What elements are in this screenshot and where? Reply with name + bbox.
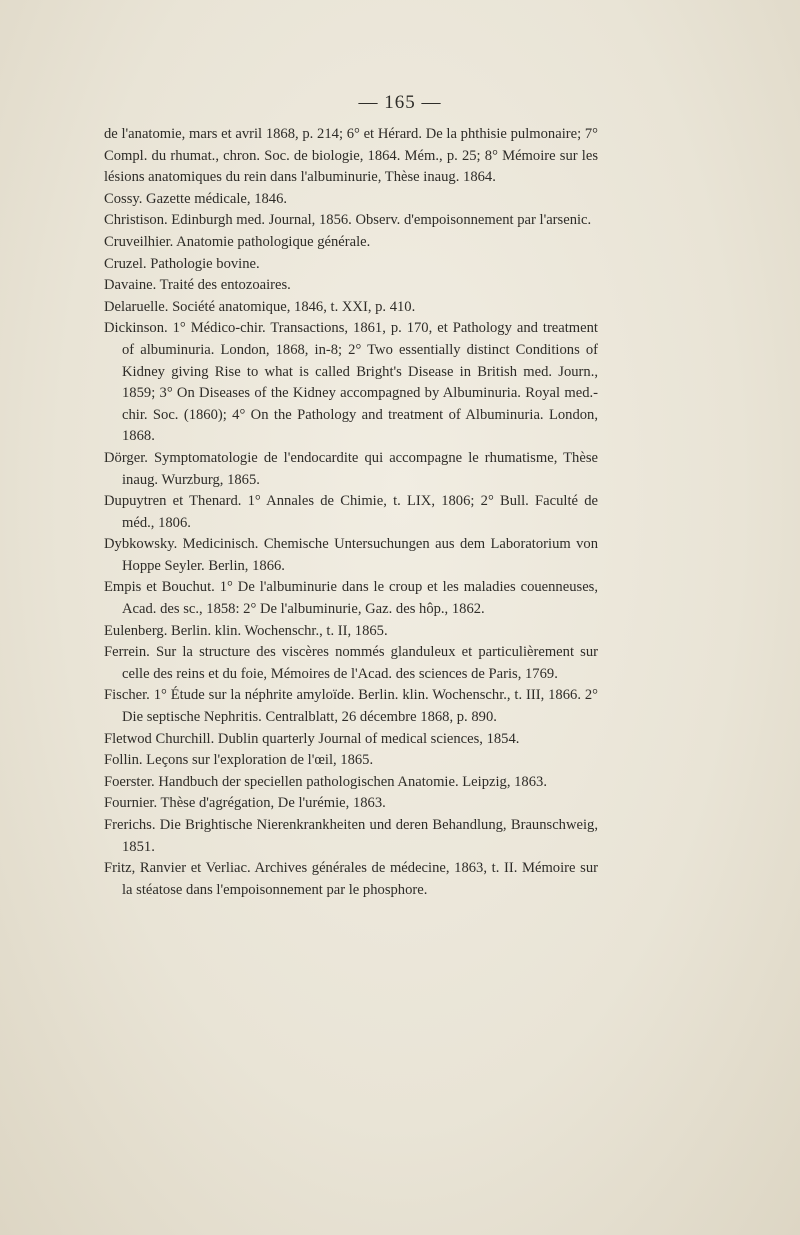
bibliography-entry-dupuytren: Dupuytren et Thenard. 1° Annales de Chimie, t. LIX, 1806; 2° Bull. Faculté de méd., 1806.	[104, 493, 598, 531]
bibliography-entry-ferrein: Ferrein. Sur la structure des viscères nommés glanduleux et particulièrement sur celle des reins et du foie, Mémoires de l'Acad. des sciences de Paris, 1769.	[104, 644, 598, 682]
bibliography-entry-cruzel: Cruzel. Pathologie bovine.	[104, 255, 260, 272]
page-number: — 165 —	[358, 92, 442, 113]
bibliography-list	[104, 124, 598, 901]
bibliography-entry-cruveilhier: Cruveilhier. Anatomie pathologique générale.	[104, 233, 371, 250]
bibliography-entry-follin: Follin. Leçons sur l'exploration de l'œil, 1865.	[104, 752, 374, 769]
bibliography-entry-foerster: Foerster. Handbuch der speciellen pathologischen Anatomie. Leipzig, 1863.	[104, 773, 547, 790]
bibliography-entry-eulenberg: Eulenberg. Berlin. klin. Wochenschr., t. II, 1865.	[104, 622, 388, 639]
bibliography-entry-frerichs: Frerichs. Die Brightische Nierenkrankheiten und deren Behandlung, Braunschweig, 1851.	[104, 817, 598, 855]
bibliography-entry-christison: Christison. Edinburgh med. Journal, 1856. Observ. d'empoisonnement par l'arsenic.	[104, 212, 592, 229]
bibliography-entry-fischer: Fischer. 1° Étude sur la néphrite amyloïde. Berlin. klin. Wochenschr., t. III, 1866. 2° Die septische Nephritis. Centralblatt, 26 décembre 1868, p. 890.	[104, 687, 598, 726]
bibliography-entry-fournier: Fournier. Thèse d'agrégation, De l'urémie, 1863.	[104, 795, 386, 812]
bibliography-entry-continued: de l'anatomie, mars et avril 1868, p. 214; 6° et Hérard. De la phthisie pulmonaire; 7° Compl. du rhumat., chron. Soc. de biologie, 1864. Mém., p. 25; 8° Mémoire sur les lésions anatomiques du rein dans l'albuminurie, Thèse inaug. 1864.	[104, 126, 598, 186]
bibliography-entry-churchill: Fletwod Churchill. Dublin quarterly Journal of medical sciences, 1854.	[104, 730, 520, 747]
bibliography-entry-dickinson: Dickinson. 1° Médico-chir. Transactions, 1861, p. 170, et Pathology and treatment of albuminuria. London, 1868, in-8; 2° Two essentially distinct Conditions of Kidney giving Rise to what is called Bright's Disease in British med. Journ., 1859; 3° On Diseases of the Kidney accompagned by Albuminuria. Royal med.-chir. Soc. (1860); 4° On the Pathology and treatment of Albuminuria. London, 1868.	[104, 320, 598, 445]
bibliography-entry-dybkowsky: Dybkowsky. Medicinisch. Chemische Untersuchungen aus dem Laboratorium von Hoppe Seyler. Berlin, 1866.	[104, 536, 598, 574]
bibliography-entry-fritz: Fritz, Ranvier et Verliac. Archives générales de médecine, 1863, t. II. Mémoire sur la stéatose dans l'empoisonnement par le phosphore.	[104, 860, 598, 898]
bibliography-entry-empis: Empis et Bouchut. 1° De l'albuminurie dans le croup et les maladies couenneuses, Acad. des sc., 1858: 2° De l'albuminurie, Gaz. des hôp., 1862.	[104, 579, 598, 618]
bibliography-entry-davaine: Davaine. Traité des entozoaires.	[104, 277, 291, 294]
bibliography-entry-cossy: Cossy. Gazette médicale, 1846.	[104, 190, 288, 207]
bibliography-entry-delaruelle: Delaruelle. Société anatomique, 1846, t. XXI, p. 410.	[104, 298, 416, 315]
bibliography-entry-dorger: Dörger. Symptomatologie de l'endocardite qui accompagne le rhumatisme, Thèse inaug. Wurzburg, 1865.	[104, 449, 598, 488]
